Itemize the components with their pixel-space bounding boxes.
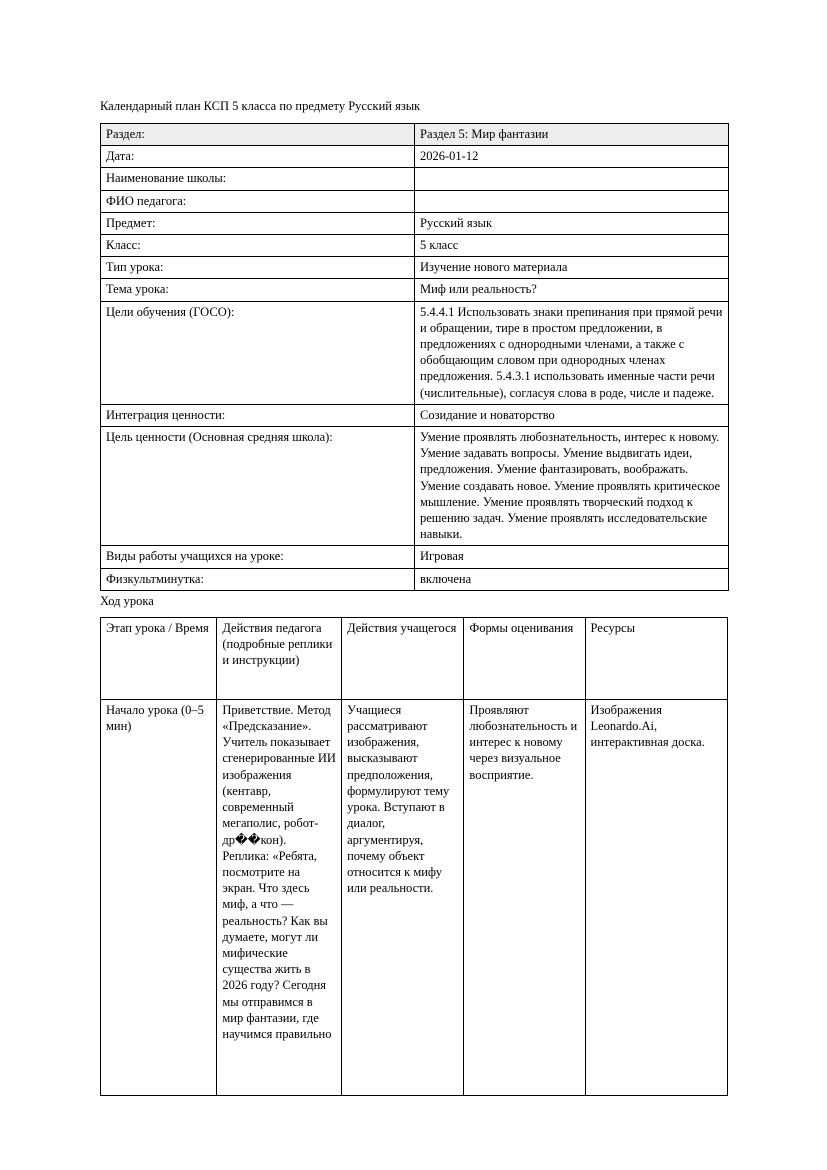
table-row (101, 568, 729, 590)
info-row-label: ФИО педагога: (101, 190, 415, 212)
info-row-value: включена (415, 568, 729, 590)
info-row-label: Раздел: (101, 124, 415, 146)
flow-cell-resources-text: Изображения Leonardo.Ai, интерактивная доска. (590, 702, 705, 750)
flow-column-header: Действия педагога (подробные реплики и инструкции) (217, 617, 342, 699)
page-title: Календарный план КСП 5 класса по предмету Русский язык (100, 99, 421, 113)
info-row-value: 5 класс (415, 235, 729, 257)
info-row-value: Русский язык (415, 212, 729, 234)
info-row-value: 2026-01-12 (415, 146, 729, 168)
info-row-value: 5.4.4.1 Использовать знаки препинания при прямой речи и обращении, тире в простом предложении, в предложениях с однородными членами, а также с обобщающим словом при однородных членах предложения. 5.4.3.1 использовать именные части речи (числительные), согласуя слова в роде, числе и падеже. (415, 301, 729, 404)
flow-cell-student-actions (342, 699, 464, 1095)
flow-column-header: Формы оценивания (464, 617, 585, 699)
info-row-value: Игровая (415, 546, 729, 568)
table-row (101, 235, 729, 257)
table-row (101, 279, 729, 301)
info-row-label: Тип урока: (101, 257, 415, 279)
table-row (101, 146, 729, 168)
info-row-value (415, 190, 729, 212)
table-row (101, 212, 729, 234)
info-row-value: Миф или реальность? (415, 279, 729, 301)
info-row-label: Виды работы учащихся на уроке: (101, 546, 415, 568)
table-row (101, 699, 728, 1095)
flow-column-header: Ресурсы (585, 617, 728, 699)
info-row-value: Раздел 5: Мир фантазии (415, 124, 729, 146)
flow-column-header: Действия учащегося (342, 617, 464, 699)
info-row-label: Цель ценности (Основная средняя школа): (101, 427, 415, 546)
info-row-label: Цели обучения (ГОСО): (101, 301, 415, 404)
flow-cell-teacher-actions (217, 699, 342, 1095)
table-row (101, 546, 729, 568)
lesson-flow-table (100, 617, 728, 1096)
table-header-row (101, 617, 728, 699)
flow-cell-stage-text: Начало урока (0–5 мин) (106, 702, 204, 734)
flow-cell-stage (101, 699, 217, 1095)
table-row (101, 404, 729, 426)
flow-cell-assessment-text: Проявляют любознательность и интерес к новому через визуальное восприятие. (469, 702, 578, 782)
info-row-label: Интеграция ценности: (101, 404, 415, 426)
table-row (101, 427, 729, 546)
info-row-value: Изучение нового материала (415, 257, 729, 279)
table-row (101, 257, 729, 279)
info-row-label: Физкультминутка: (101, 568, 415, 590)
flow-cell-student-actions-text: Учащиеся рассматривают изображения, высказывают предположения, формулируют тему урока. Вступают в диалог, аргументируя, почему объект относится к мифу или реальности. (347, 702, 450, 896)
flow-cell-assessment (464, 699, 585, 1095)
info-row-label: Наименование школы: (101, 168, 415, 190)
document-content (100, 98, 728, 1096)
info-row-label: Дата: (101, 146, 415, 168)
flow-column-header: Этап урока / Время (101, 617, 217, 699)
info-row-value: Умение проявлять любознательность, интерес к новому. Умение задавать вопросы. Умение выдвигать идеи, предложения. Умение фантазировать, воображать. Умение создавать новое. Умение проявлять критическое мышление. Умение проявлять творческий подход к решению задач. Умение проявлять исследовательские навыки. (415, 427, 729, 546)
table-row (101, 124, 729, 146)
table-row (101, 301, 729, 404)
info-row-label: Тема урока: (101, 279, 415, 301)
info-row-label: Класс: (101, 235, 415, 257)
table-row (101, 168, 729, 190)
info-row-value: Созидание и новаторство (415, 404, 729, 426)
table-row (101, 190, 729, 212)
flow-cell-resources (585, 699, 728, 1095)
flow-cell-teacher-actions-text: Приветствие. Метод «Предсказание». Учитель показывает сгенерированные ИИ изображения (кентавр, современный мегаполис, робот-др��кон). Реплика: «Ребята, посмотрите на экран. Что здесь миф, а что — реальность? Как вы думаете, могут ли мифические существа жить в 2026 году? Сегодня мы отправимся в мир фантазии, где научимся правильно (222, 702, 336, 1041)
info-row-value (415, 168, 729, 190)
lesson-info-table (100, 123, 729, 591)
info-row-label: Предмет: (101, 212, 415, 234)
section-caption-lesson-flow: Ход урока (100, 593, 154, 608)
